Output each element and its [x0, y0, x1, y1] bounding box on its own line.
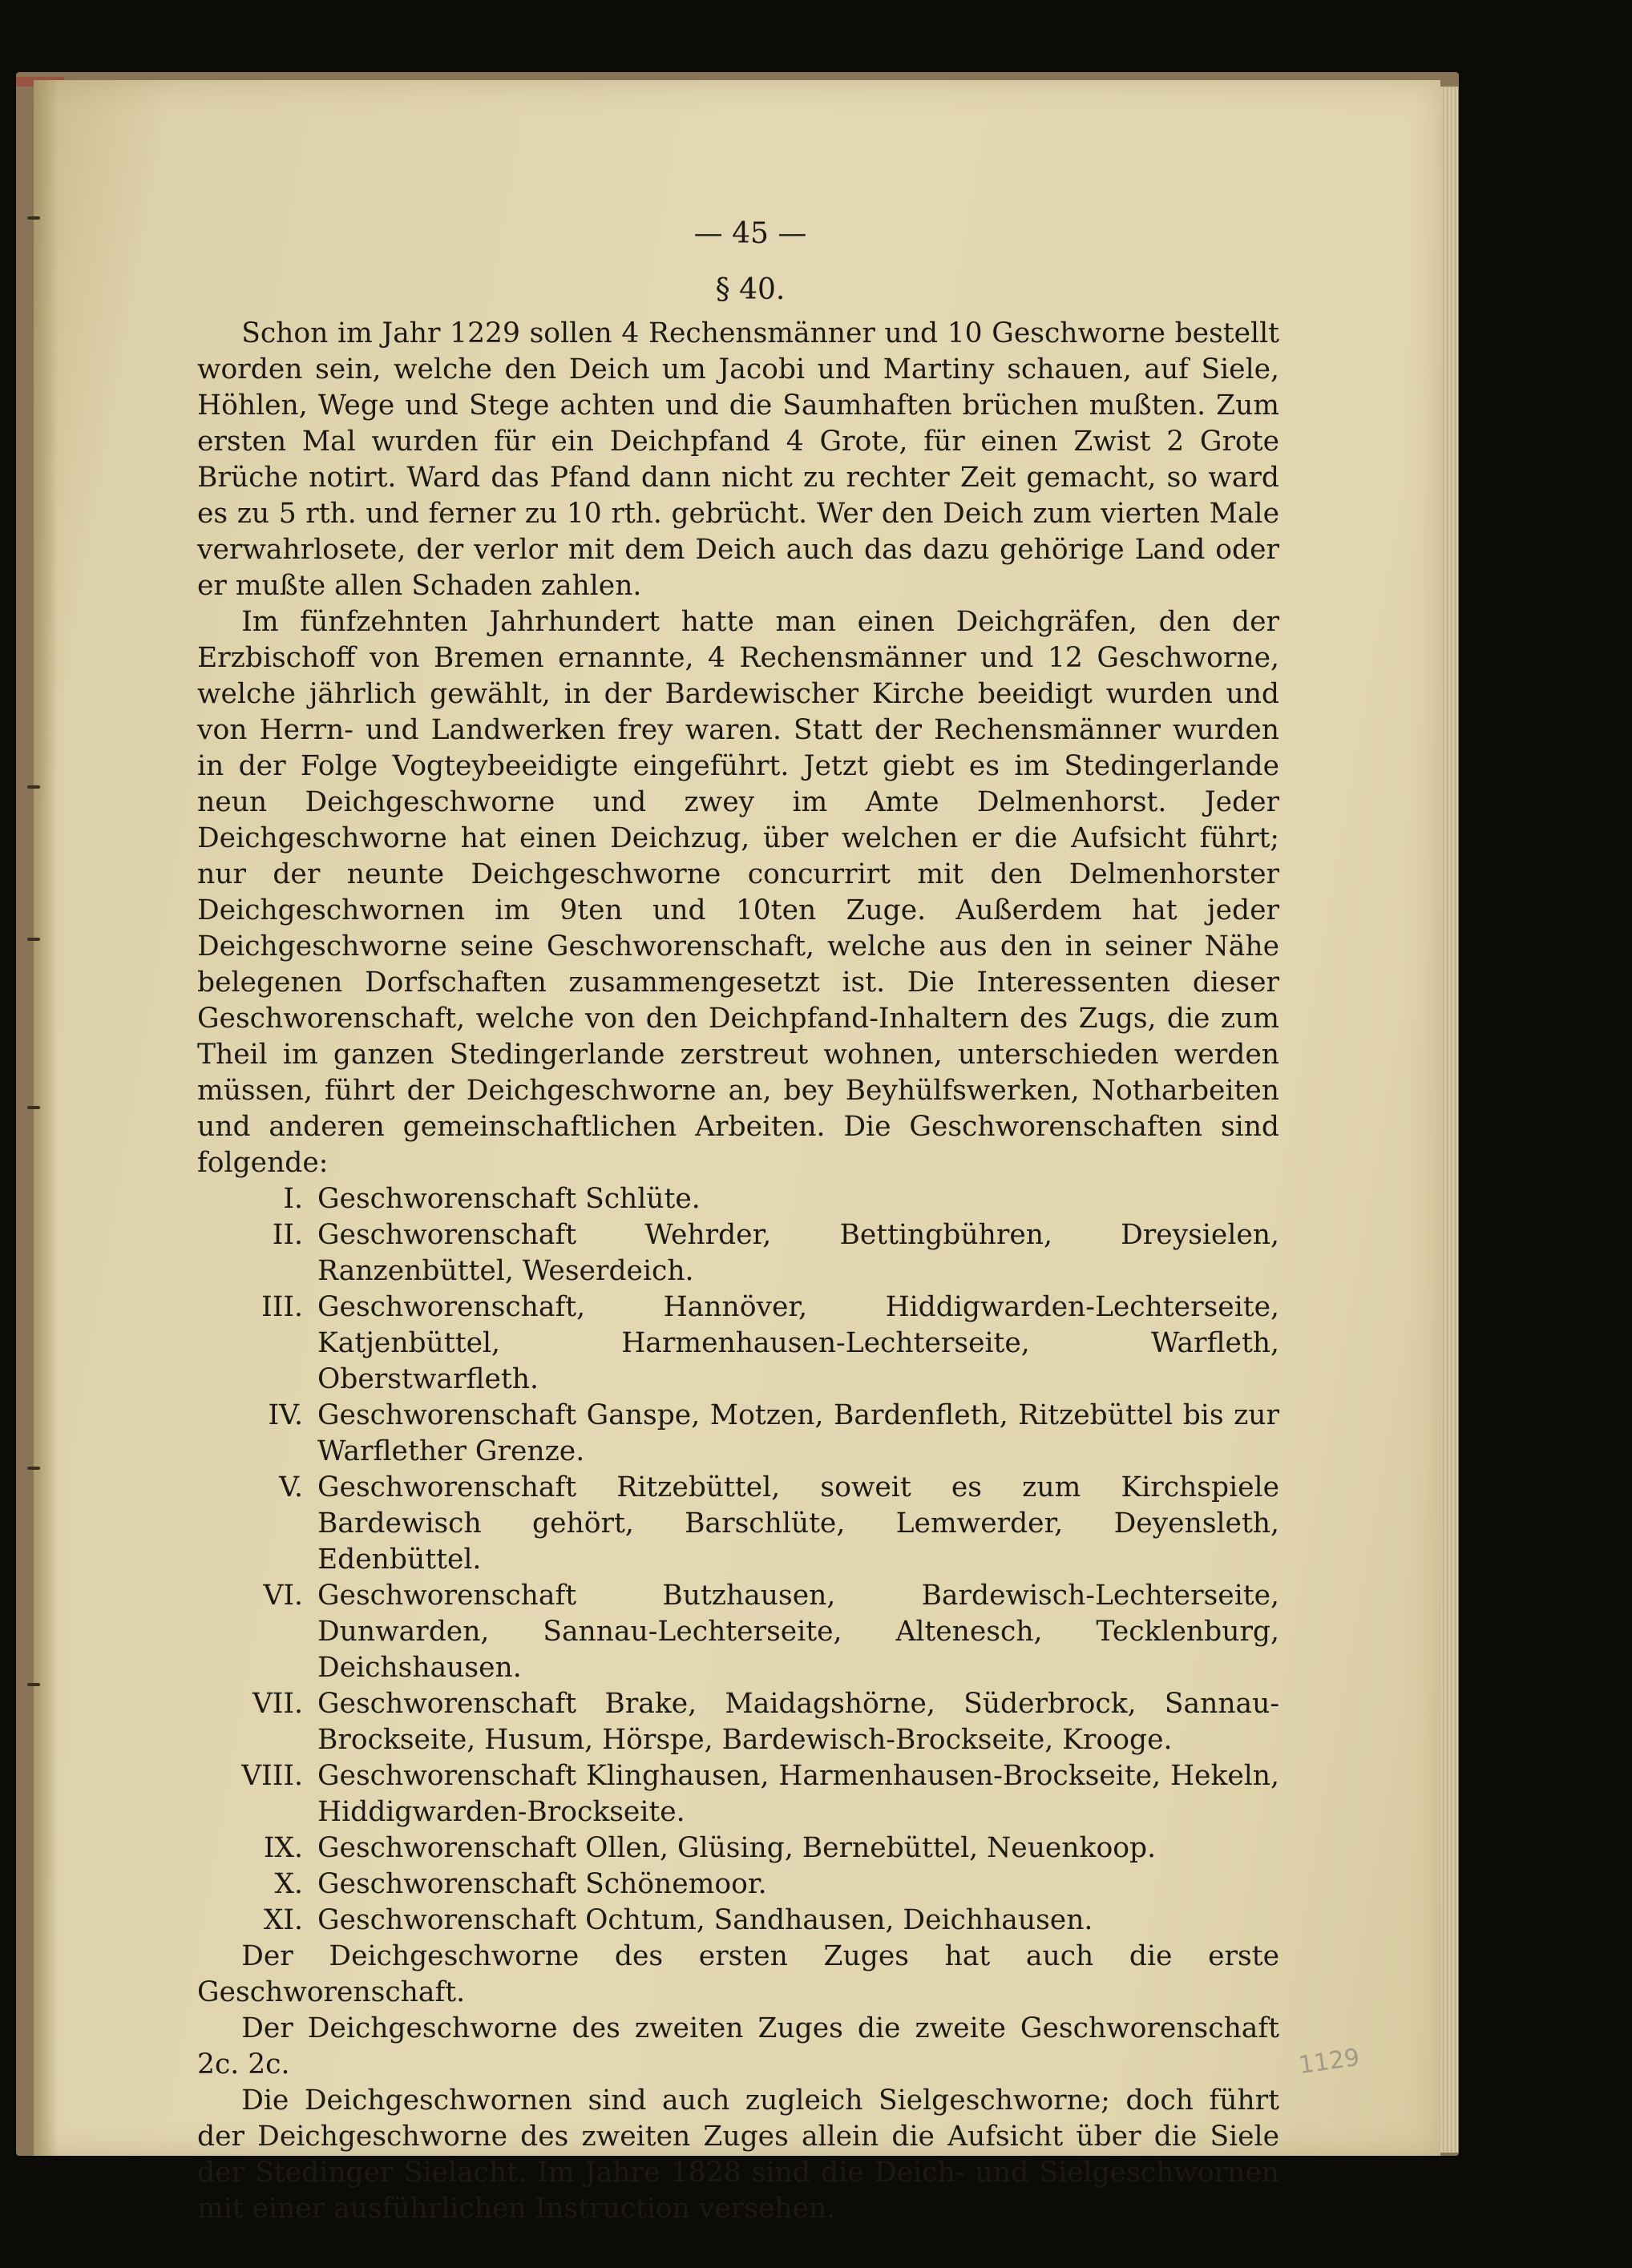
- list-number: III.: [261, 1291, 303, 1323]
- list-item-text: Geschworenschaft Butzhausen, Bardewisch-Lechterseite, Dunwarden, Sannau-Lechterseite, Altenesch, Tecklenburg, Deichshausen.: [317, 1580, 1279, 1684]
- geschworenschaft-list: [197, 1181, 1279, 1939]
- list-number: X.: [274, 1868, 303, 1900]
- list-number: VIII.: [241, 1760, 303, 1792]
- margin-tick: [27, 1683, 40, 1686]
- list-item: [197, 1578, 1279, 1686]
- list-item-text: Geschworenschaft Ochtum, Sandhausen, Deichhausen.: [317, 1904, 1093, 1936]
- list-item-text: Geschworenschaft Ganspe, Motzen, Bardenfleth, Ritzebüttel bis zur Warflether Grenze.: [317, 1399, 1279, 1467]
- list-number: II.: [272, 1219, 303, 1251]
- page-gutter-shadow: [34, 80, 58, 2156]
- list-item: [197, 1686, 1279, 1758]
- list-item: [197, 1181, 1279, 1217]
- list-item-text: Geschworenschaft Brake, Maidagshörne, Süderbrock, Sannau-Brockseite, Husum, Hörspe, Bardewisch-Brockseite, Krooge.: [317, 1688, 1279, 1756]
- list-item-text: Geschworenschaft Schönemoor.: [317, 1868, 767, 1900]
- paragraph: Im fünfzehnten Jahrhundert hatte man einen Deichgräfen, den der Erzbischoff von Bremen ernannte, 4 Rechensmänner und 12 Geschworne, welche jährlich gewählt, in der Bardewischer Kirche beeidigt wurden und von Herrn- und Landwerken frey waren. Statt der Rechensmänner wurden in der Folge Vogteybeeidigte eingeführt. Jetzt giebt es im Stedingerlande neun Deichgeschworne und zwey im Amte Delmenhorst. Jeder Deichgeschworne hat einen Deichzug, über welchen er die Aufsicht führt; nur der neunte Deichgeschworne concurrirt mit den Delmenhorster Deichgeschwornen im 9ten und 10ten Zuge. Außerdem hat jeder Deichgeschworne seine Geschworenschaft, welche aus den in seiner Nähe belegenen Dorfschaften zusammengesetzt ist. Die Interessenten dieser Geschworenschaft, welche von den Deichpfand-Inhaltern des Zugs, die zum Theil im ganzen Stedingerlande zerstreut wohnen, unterschieden werden müssen, führt der Deichgeschworne an, bey Beyhülfswerken, Notharbeiten und anderen gemeinschaftlichen Arbeiten. Die Geschworenschaften sind folgende:: [197, 606, 1279, 1179]
- list-item-text: Geschworenschaft Schlüte.: [317, 1183, 701, 1215]
- list-number: I.: [283, 1183, 303, 1215]
- page-number: — 45 —: [693, 217, 807, 250]
- list-item: [197, 1470, 1279, 1578]
- list-item-text: Geschworenschaft Ritzebüttel, soweit es zum Kirchspiele Bardewisch gehört, Barschlüte, Lemwerder, Deyensleth, Edenbüttel.: [317, 1471, 1279, 1576]
- page-content: [197, 216, 1279, 2227]
- list-item-text: Geschworenschaft Klinghausen, Harmenhausen-Brockseite, Hekeln, Hiddigwarden-Brockseite.: [317, 1760, 1279, 1828]
- section-heading: § 40.: [715, 273, 786, 306]
- list-number: VI.: [263, 1580, 303, 1612]
- paragraph: Der Deichgeschworne des ersten Zuges hat auch die erste Geschworenschaft.: [197, 1940, 1279, 2008]
- list-item: [197, 1289, 1279, 1398]
- list-item: [197, 1903, 1279, 1939]
- list-number: IV.: [268, 1399, 303, 1431]
- margin-tick: [27, 216, 40, 220]
- paragraph: Schon im Jahr 1229 sollen 4 Rechensmänner und 10 Geschworne bestellt worden sein, welche den Deich um Jacobi und Martiny schauen, auf Siele, Höhlen, Wege und Stege achten und die Saumhaften brüchen mußten. Zum ersten Mal wurden für ein Deichpfand 4 Grote, für einen Zwist 2 Grote Brüche notirt. Ward das Pfand dann nicht zu rechter Zeit gemacht, so ward es zu 5 rth. und ferner zu 10 rth. gebrücht. Wer den Deich zum vierten Male verwahrlosete, der verlor mit dem Deich auch das dazu gehörige Land oder er mußte allen Schaden zahlen.: [197, 317, 1279, 602]
- list-item-text: Geschworenschaft Ollen, Glüsing, Bernebüttel, Neuenkoop.: [317, 1832, 1157, 1864]
- list-item: [197, 1866, 1279, 1903]
- list-item: [197, 1217, 1279, 1289]
- list-item: [197, 1758, 1279, 1830]
- margin-tick: [27, 1106, 40, 1109]
- list-number: VII.: [252, 1688, 303, 1720]
- margin-tick: [27, 785, 40, 789]
- list-item: [197, 1398, 1279, 1470]
- pencil-margin-note: 1129: [1296, 2043, 1362, 2080]
- list-item: [197, 1830, 1279, 1866]
- list-number: XI.: [263, 1904, 303, 1936]
- list-item-text: Geschworenschaft Wehrder, Bettingbühren, Dreysielen, Ranzenbüttel, Weserdeich.: [317, 1219, 1279, 1287]
- paragraph: Die Deichgeschwornen sind auch zugleich Sielgeschworne; doch führt der Deichgeschworne des zweiten Zuges allein die Aufsicht über die Siele der Stedinger Sielacht. Im Jahre 1828 sind die Deich- und Sielgeschwornen mit einer ausführlichen Instruction versehen.: [197, 2084, 1279, 2225]
- margin-tick: [27, 1467, 40, 1470]
- paragraph: Der Deichgeschworne des zweiten Zuges die zweite Geschworenschaft 2c. 2c.: [197, 2012, 1279, 2080]
- list-number: V.: [279, 1471, 303, 1503]
- page-edges: [1440, 87, 1458, 2153]
- list-item-text: Geschworenschaft, Hannöver, Hiddigwarden-Lechterseite, Katjenbüttel, Harmenhausen-Lechterseite, Warfleth, Oberstwarfleth.: [317, 1291, 1279, 1395]
- list-number: IX.: [263, 1832, 303, 1864]
- margin-tick: [27, 938, 40, 941]
